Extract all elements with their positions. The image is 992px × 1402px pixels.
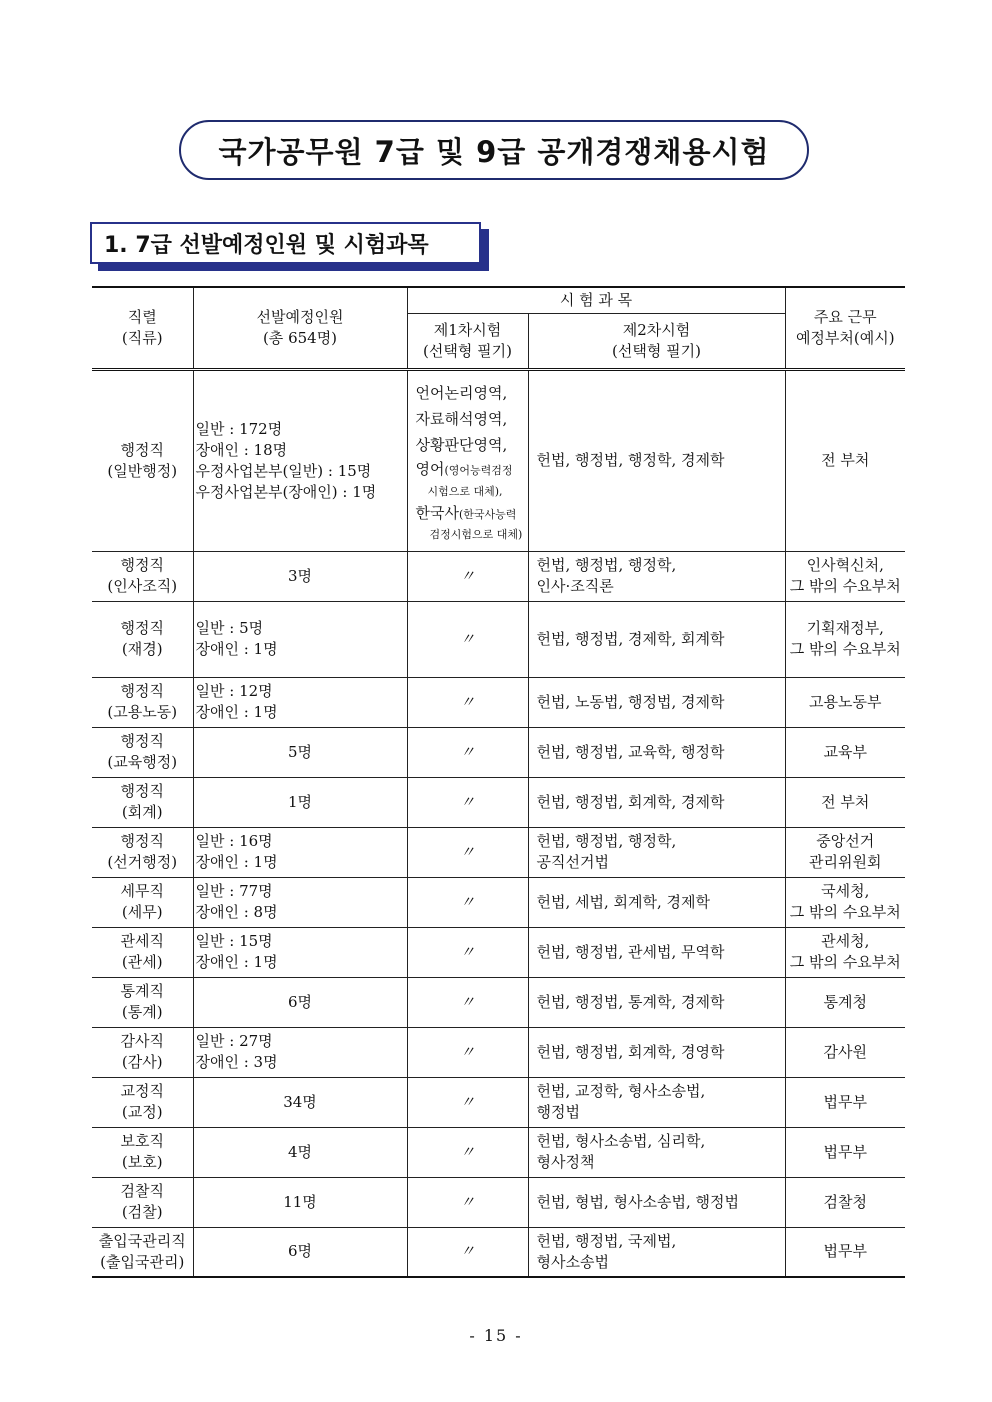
second-exam-cell — [528, 1077, 785, 1127]
job-title-line: (인사조직) — [107, 577, 178, 595]
table-row — [92, 601, 905, 677]
job-title-line: 출입국관리직 — [98, 1231, 186, 1250]
quota-line: 장애인 : 3명 — [195, 1053, 278, 1071]
second-exam-line: 헌법, 형사소송법, 심리학, — [536, 1132, 706, 1150]
second-exam-cell — [528, 601, 785, 677]
document-title-box — [179, 120, 809, 180]
job-title-cell — [92, 1027, 193, 1077]
job-title-line: (감사) — [121, 1053, 163, 1071]
quota-line: 일반 : 15명 — [195, 932, 273, 950]
job-title-line: 검찰직 — [120, 1182, 164, 1200]
second-exam-line: 헌법, 행정법, 회계학, 경제학 — [536, 792, 725, 811]
job-title-line: 행정직 — [120, 440, 164, 459]
dept-cell — [785, 1227, 905, 1277]
second-exam-cell — [528, 1127, 785, 1177]
first-exam-history-note: 검정시험으로 대체) — [429, 527, 523, 541]
job-title-line: (교육행정) — [107, 753, 178, 771]
quota-line: 6명 — [287, 1242, 313, 1261]
job-title-cell — [92, 827, 193, 877]
dept-line: 그 밖의 수요부처 — [789, 640, 901, 658]
second-exam-line: 헌법, 행정법, 행정학, 경제학 — [536, 451, 725, 469]
job-title-cell — [92, 369, 193, 551]
dept-line: 중앙선거 — [816, 832, 875, 850]
dept-line: 교육부 — [823, 742, 867, 761]
dept-cell — [785, 1127, 905, 1177]
dept-line: 전 부처 — [821, 792, 870, 811]
job-title-line: 세무직 — [120, 882, 164, 900]
quota-line: 6명 — [287, 992, 313, 1011]
dept-cell — [785, 877, 905, 927]
quota-cell — [193, 977, 407, 1027]
ditto-mark: 〃 — [407, 777, 528, 827]
table-row — [92, 1227, 905, 1277]
ditto-mark: 〃 — [407, 1127, 528, 1177]
page-number: - 15 - — [469, 1326, 523, 1345]
table-row — [92, 727, 905, 777]
job-title-line: (선거행정) — [107, 853, 178, 871]
quota-cell — [193, 551, 407, 601]
quota-line: 장애인 : 18명 — [195, 440, 288, 459]
quota-line: 일반 : 16명 — [195, 832, 273, 850]
dept-cell — [785, 1077, 905, 1127]
quota-line: 장애인 : 1명 — [195, 640, 278, 658]
table-row — [92, 827, 905, 877]
second-exam-line: 헌법, 행정법, 국제법, — [536, 1231, 677, 1250]
job-title-line: (교정) — [121, 1103, 163, 1121]
second-exam-cell — [528, 727, 785, 777]
quota-line: 장애인 : 1명 — [195, 953, 278, 971]
header-second-exam: 제2차시험 (선택형 필기) — [528, 313, 785, 369]
ditto-mark: 〃 — [407, 551, 528, 601]
job-title-line: (관세) — [121, 953, 163, 971]
second-exam-cell — [528, 1227, 785, 1277]
job-title-cell — [92, 551, 193, 601]
second-exam-line: 헌법, 교정학, 형사소송법, — [536, 1082, 706, 1100]
dept-cell — [785, 551, 905, 601]
second-exam-cell — [528, 927, 785, 977]
job-title-line: 행정직 — [120, 556, 164, 574]
dept-cell — [785, 727, 905, 777]
quota-line: 장애인 : 1명 — [195, 703, 278, 721]
job-title-line: 감사직 — [120, 1032, 164, 1050]
quota-line: 장애인 : 8명 — [195, 903, 278, 921]
quota-cell — [193, 927, 407, 977]
job-title-cell — [92, 927, 193, 977]
dept-line: 그 밖의 수요부처 — [789, 953, 901, 971]
second-exam-line: 형사정책 — [536, 1153, 595, 1171]
second-exam-line: 헌법, 행정법, 경제학, 회계학 — [536, 629, 725, 648]
second-exam-line: 행정법 — [536, 1103, 580, 1121]
second-exam-cell — [528, 551, 785, 601]
first-exam-history: 한국사(한국사능력 — [415, 503, 517, 522]
job-title-line: (세무) — [121, 903, 163, 921]
dept-cell — [785, 369, 905, 551]
first-exam-subject: 언어논리영역, — [415, 383, 508, 402]
second-exam-cell — [528, 877, 785, 927]
table-row — [92, 677, 905, 727]
job-title-cell — [92, 1077, 193, 1127]
dept-line: 그 밖의 수요부처 — [789, 903, 901, 921]
dept-line: 검찰청 — [823, 1192, 867, 1211]
dept-line: 통계청 — [823, 992, 867, 1011]
quota-cell — [193, 601, 407, 677]
dept-line: 법무부 — [823, 1092, 867, 1111]
ditto-mark: 〃 — [407, 727, 528, 777]
job-title-cell — [92, 677, 193, 727]
job-title-line: (검찰) — [121, 1203, 163, 1221]
table-row — [92, 1177, 905, 1227]
quota-line: 1명 — [287, 792, 313, 811]
dept-cell — [785, 1027, 905, 1077]
dept-line: 그 밖의 수요부처 — [789, 577, 901, 595]
table-row — [92, 1127, 905, 1177]
first-exam-cell — [407, 369, 528, 551]
dept-cell — [785, 977, 905, 1027]
second-exam-cell — [528, 677, 785, 727]
table-row — [92, 977, 905, 1027]
quota-cell — [193, 1127, 407, 1177]
exam-table — [92, 286, 905, 1278]
quota-line: 4명 — [287, 1142, 313, 1161]
job-title-line: 행정직 — [120, 732, 164, 750]
job-title-line: 행정직 — [120, 832, 164, 850]
dept-cell — [785, 677, 905, 727]
table-row — [92, 1027, 905, 1077]
job-title-line: (보호) — [121, 1153, 163, 1171]
second-exam-line: 헌법, 노동법, 행정법, 경제학 — [536, 692, 725, 711]
section-heading-box — [90, 222, 481, 264]
ditto-mark: 〃 — [407, 677, 528, 727]
quota-cell — [193, 727, 407, 777]
second-exam-cell — [528, 1027, 785, 1077]
quota-line: 3명 — [287, 566, 313, 585]
quota-cell — [193, 369, 407, 551]
job-title-cell — [92, 601, 193, 677]
job-title-cell — [92, 777, 193, 827]
ditto-mark: 〃 — [407, 601, 528, 677]
second-exam-cell — [528, 1177, 785, 1227]
job-title-line: (재경) — [121, 640, 163, 658]
quota-line: 5명 — [287, 742, 313, 761]
job-title-cell — [92, 1227, 193, 1277]
second-exam-line: 헌법, 행정법, 행정학, — [536, 832, 677, 850]
ditto-mark: 〃 — [407, 877, 528, 927]
first-exam-subject: 자료해석영역, — [415, 409, 508, 428]
quota-cell — [193, 827, 407, 877]
dept-line: 기획재정부, — [806, 619, 884, 637]
second-exam-line: 헌법, 세법, 회계학, 경제학 — [536, 892, 711, 911]
job-title-line: (통계) — [121, 1003, 163, 1021]
quota-cell — [193, 777, 407, 827]
job-title-cell — [92, 877, 193, 927]
quota-line: 우정사업본부(장애인) : 1명 — [195, 482, 377, 501]
table-row — [92, 369, 905, 551]
header-quota: 선발예정인원 (총 654명) — [193, 287, 407, 369]
second-exam-line: 헌법, 형법, 형사소송법, 행정법 — [536, 1192, 739, 1211]
dept-cell — [785, 1177, 905, 1227]
quota-line: 일반 : 172명 — [195, 419, 283, 438]
ditto-mark: 〃 — [407, 1177, 528, 1227]
ditto-mark: 〃 — [407, 927, 528, 977]
dept-line: 관세청, — [821, 932, 870, 950]
ditto-mark: 〃 — [407, 1077, 528, 1127]
header-subjects: 시 험 과 목 — [407, 287, 785, 313]
first-exam-subject: 상황판단영역, — [415, 435, 508, 454]
dept-line: 법무부 — [823, 1142, 867, 1161]
quota-line: 일반 : 5명 — [195, 619, 264, 637]
job-title-line: 보호직 — [120, 1132, 164, 1150]
dept-line: 관리위원회 — [809, 853, 882, 871]
job-title-line: 교정직 — [120, 1082, 164, 1100]
header-job-title: 직렬 (직류) — [92, 287, 193, 369]
quota-line: 우정사업본부(일반) : 15명 — [195, 461, 372, 480]
job-title-cell — [92, 1127, 193, 1177]
table-row — [92, 1077, 905, 1127]
dept-line: 고용노동부 — [809, 692, 882, 711]
dept-line: 인사혁신처, — [806, 556, 884, 574]
second-exam-cell — [528, 777, 785, 827]
second-exam-line: 인사·조직론 — [536, 577, 614, 595]
table-row — [92, 927, 905, 977]
quota-line: 장애인 : 1명 — [195, 853, 278, 871]
table-row — [92, 777, 905, 827]
second-exam-line: 헌법, 행정법, 행정학, — [536, 556, 677, 574]
job-title-cell — [92, 1177, 193, 1227]
second-exam-line: 헌법, 행정법, 교육학, 행정학 — [536, 742, 725, 761]
ditto-mark: 〃 — [407, 1027, 528, 1077]
quota-cell — [193, 1227, 407, 1277]
second-exam-line: 공직선거법 — [536, 853, 609, 871]
job-title-line: (출입국관리) — [100, 1252, 185, 1271]
header-first-exam: 제1차시험 (선택형 필기) — [407, 313, 528, 369]
second-exam-cell — [528, 369, 785, 551]
first-exam-english-note: 시험으로 대체), — [427, 484, 503, 498]
second-exam-line: 헌법, 행정법, 통계학, 경제학 — [536, 992, 725, 1011]
table-row — [92, 551, 905, 601]
dept-line: 감사원 — [823, 1042, 867, 1061]
quota-cell — [193, 1027, 407, 1077]
table-row — [92, 877, 905, 927]
second-exam-line: 형사소송법 — [536, 1252, 609, 1271]
job-title-line: 행정직 — [120, 619, 164, 637]
job-title-line: (회계) — [121, 803, 163, 821]
first-exam-english: 영어(영어능력검정 — [415, 459, 513, 478]
header-dept: 주요 근무 예정부처(예시) — [785, 287, 905, 369]
job-title-cell — [92, 727, 193, 777]
job-title-cell — [92, 977, 193, 1027]
ditto-mark: 〃 — [407, 1227, 528, 1277]
dept-line: 국세청, — [821, 882, 870, 900]
quota-cell — [193, 677, 407, 727]
quota-line: 11명 — [283, 1192, 317, 1211]
dept-cell — [785, 827, 905, 877]
quota-line: 일반 : 77명 — [195, 882, 273, 900]
quota-cell — [193, 1077, 407, 1127]
job-title-line: 행정직 — [120, 782, 164, 800]
dept-line: 전 부처 — [821, 451, 870, 469]
quota-line: 34명 — [283, 1092, 317, 1111]
exam-table-body — [92, 369, 905, 1277]
second-exam-line: 헌법, 행정법, 관세법, 무역학 — [536, 942, 725, 961]
ditto-mark: 〃 — [407, 977, 528, 1027]
document-title: 국가공무원 7급 및 9급 공개경쟁채용시험 — [218, 134, 770, 169]
dept-cell — [785, 777, 905, 827]
second-exam-cell — [528, 827, 785, 877]
section-heading: 1. 7급 선발예정인원 및 시험과목 — [104, 232, 429, 258]
job-title-line: 행정직 — [120, 682, 164, 700]
dept-line: 법무부 — [823, 1242, 867, 1261]
job-title-line: (고용노동) — [107, 703, 178, 721]
quota-line: 일반 : 27명 — [195, 1032, 273, 1050]
job-title-line: 통계직 — [120, 982, 164, 1000]
second-exam-cell — [528, 977, 785, 1027]
quota-cell — [193, 877, 407, 927]
job-title-line: 관세직 — [120, 932, 164, 950]
job-title-line: (일반행정) — [107, 461, 178, 480]
dept-cell — [785, 601, 905, 677]
quota-line: 일반 : 12명 — [195, 682, 273, 700]
ditto-mark: 〃 — [407, 827, 528, 877]
quota-cell — [193, 1177, 407, 1227]
dept-cell — [785, 927, 905, 977]
second-exam-line: 헌법, 행정법, 회계학, 경영학 — [536, 1042, 725, 1061]
